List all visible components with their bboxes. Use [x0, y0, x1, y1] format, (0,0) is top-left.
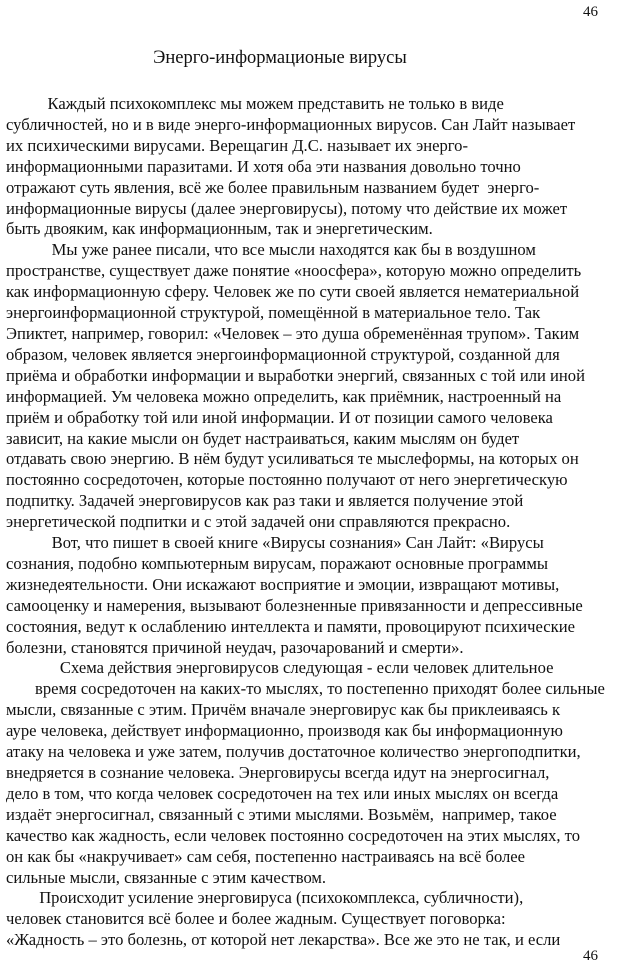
text-line: зависит, на какие мысли он будет настраиваться, каким мыслям он будет	[6, 428, 520, 448]
text-line: он как бы «накручивает» сам себя, постепенно настраиваясь на всё более	[6, 846, 526, 866]
text-line: сильные мысли, связанные с этим качеством.	[6, 867, 327, 887]
text-line: качество как жадность, если человек постоянно сосредоточен на этих мыслях, то	[6, 825, 580, 845]
text-line: ауре человека, действует информационно, производя как бы информационную	[6, 721, 563, 741]
text-line: информацией. Ум человека можно определить, как приёмник, настроенный на	[6, 386, 562, 406]
text-line: издаёт энергосигнал, связанный с этими мыслями. Возьмём, например, такое	[6, 804, 557, 824]
text-line: отражают суть явления, всё же более правильным названием будет энерго-	[6, 177, 540, 197]
text-line: Вот, что пишет в своей книге «Вирусы сознания» Сан Лайт: «Вирусы	[6, 533, 544, 553]
text-line: мысли, связанные с этим. Причём вначале энерговирус как бы приклеиваясь к	[6, 700, 561, 720]
text-line: энергетической подпитки и с этой задачей они справляются прекрасно.	[6, 512, 511, 532]
text-line: быть двояким, как информационным, так и энергетическим.	[6, 219, 433, 239]
text-line: Мы уже ранее писали, что все мысли находятся как бы в воздушном	[6, 240, 536, 260]
text-line: Схема действия энерговирусов следующая - если человек длительное	[6, 658, 554, 678]
text-line: приёма и обработки информации и выработки энергий, связанных с той или иной	[6, 365, 585, 385]
text-line: дело в том, что когда человек сосредоточен на тех или иных мыслях он всегда	[6, 783, 559, 803]
text-line: субличностей, но и в виде энерго-информационных вирусов. Сан Лайт называет	[6, 114, 576, 134]
text-line: время сосредоточен на каких-то мыслях, то постепенно приходят более сильные	[6, 679, 605, 699]
text-line: их психическими вирусами. Верещагин Д.С. называет их энерго-	[6, 135, 468, 155]
text-line: болезни, становятся причиной неудач, разочарований и смерти».	[6, 637, 464, 657]
page-number-top: 46	[583, 4, 598, 20]
text-line: сознания, подобно компьютерным вирусам, поражают основные программы	[6, 553, 549, 573]
text-line: Каждый психокомплекс мы можем представить не только в виде	[6, 94, 504, 113]
text-line: внедряется в сознание человека. Энерговирусы всегда идут на энергосигнал,	[6, 763, 550, 782]
text-line: самооценку и намерения, вызывают болезненные привязанности и депрессивные	[6, 595, 583, 615]
text-line: «Жадность – это болезнь, от которой нет лекарства». Все же это не так, и если	[6, 930, 561, 950]
text-line: приём и обработку той или иной информации. И от позиции самого человека	[6, 407, 553, 427]
text-line: информационные вирусы (далее энерговирусы), потому что действие их может	[6, 198, 568, 218]
page-number-bottom: 46	[583, 948, 598, 964]
text-line: энергоинформационной структурой, помещённой в материальное тело. Так	[6, 303, 541, 323]
text-line: отдавать свою энергию. В нём будут усиливаться те мыслеформы, на которых он	[6, 449, 579, 469]
chapter-title: Энерго-информационые вирусы	[153, 48, 407, 68]
text-line: образом, человек является энергоинформационной структурой, созданной для	[6, 344, 560, 364]
body-text	[6, 94, 616, 951]
text-line: атаку на человека и уже затем, получив достаточное количество энергоподпитки,	[6, 742, 581, 762]
text-line: Эпиктет, например, говорил: «Человек – это душа обременённая трупом». Таким	[6, 323, 580, 343]
text-line: пространстве, существует даже понятие «ноосфера», которую можно определить	[6, 261, 582, 281]
text-line: человек становится всё более и более жадным. Существует поговорка:	[6, 909, 506, 929]
text-line: подпитку. Задачей энерговирусов как раз таки и является получение этой	[6, 491, 524, 511]
text-line: состояния, ведут к ослаблению интеллекта и памяти, провоцируют психические	[6, 616, 575, 636]
text-line: информационными паразитами. И хотя оба эти названия довольно точно	[6, 156, 521, 176]
text-line: Происходит усиление энерговируса (психокомплекса, субличности),	[6, 888, 524, 908]
text-line: постоянно сосредоточен, которые постоянно получают от него энергетическую	[6, 470, 568, 490]
text-line: как информационную сферу. Человек же по сути своей является нематериальной	[6, 282, 580, 302]
text-line: жизнедеятельности. Они искажают восприятие и эмоции, извращают мотивы,	[6, 574, 560, 594]
